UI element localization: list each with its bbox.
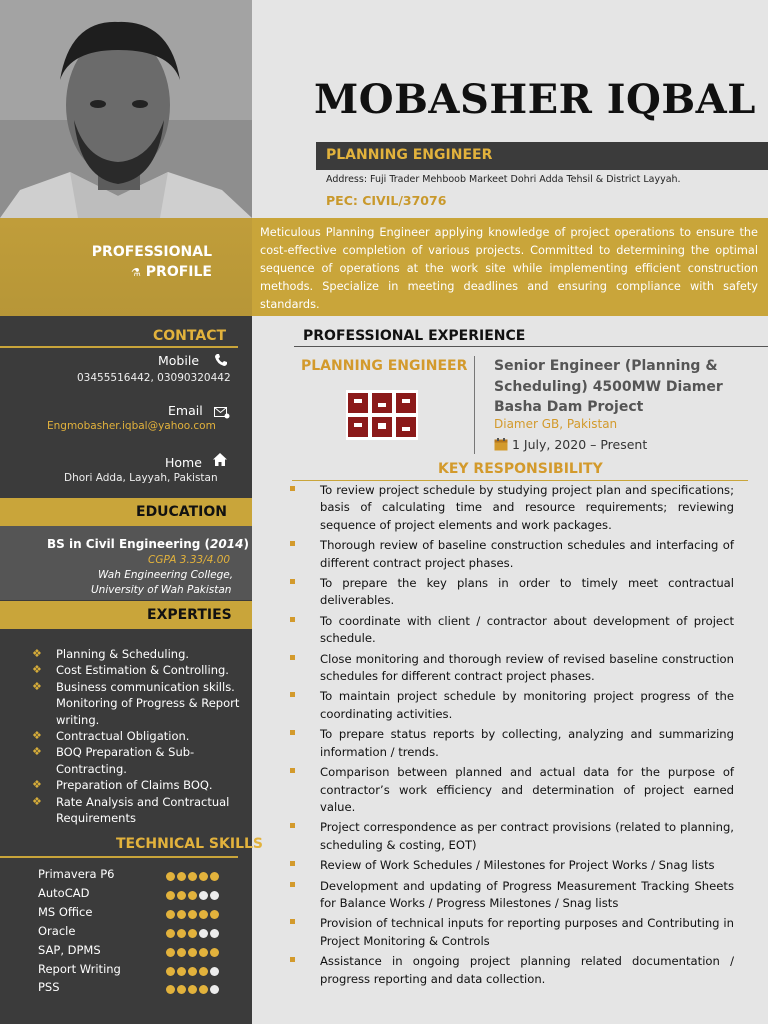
- skill-name: Oracle: [38, 924, 76, 938]
- diamond-bullet-icon: ❖: [32, 679, 42, 693]
- job-date-row: [494, 437, 647, 454]
- rating-dot: [177, 910, 186, 919]
- rating-dot: [166, 929, 175, 938]
- rating-dot: [199, 985, 208, 994]
- square-bullet-icon: [290, 730, 295, 735]
- expertise-item: [32, 646, 246, 662]
- diamond-bullet-icon: ❖: [32, 745, 42, 759]
- skill-rating: [166, 965, 221, 979]
- expertise-item: [32, 777, 246, 793]
- rating-dot: [166, 891, 175, 900]
- home-value: Dhori Adda, Layyah, Pakistan: [64, 472, 218, 484]
- responsibility-text: To prepare status reports by collecting, analyzing and summarizing information / trends.: [320, 727, 734, 759]
- rating-dot: [166, 985, 175, 994]
- expertise-item: [32, 744, 246, 777]
- rating-dot: [210, 891, 219, 900]
- expertise-text: BOQ Preparation & Sub-Contracting.: [56, 745, 195, 776]
- square-bullet-icon: [290, 486, 295, 491]
- email-icon: [214, 404, 230, 423]
- rating-dot: [199, 929, 208, 938]
- responsibility-item: [288, 482, 734, 534]
- profile-label-line2: PROFILE: [145, 264, 212, 280]
- rating-dot: [210, 929, 219, 938]
- skill-row: [38, 905, 238, 923]
- skill-rating: [166, 908, 221, 922]
- expertise-text: Cost Estimation & Controlling.: [56, 663, 229, 678]
- expertise-heading: EXPERTIES: [147, 607, 232, 623]
- diamond-bullet-icon: ❖: [32, 647, 42, 660]
- responsibility-text: To coordinate with client / contractor about development of project schedule.: [320, 613, 734, 646]
- calendar-icon: [494, 438, 508, 454]
- rating-dot: [188, 910, 197, 919]
- job-location: Diamer GB, Pakistan: [494, 417, 618, 431]
- responsibility-text: Assistance in ongoing project planning related documentation / progress reporting and data collection.: [320, 954, 734, 986]
- rating-dot: [210, 872, 219, 881]
- home-icon: [212, 452, 228, 471]
- skill-row: [38, 980, 238, 998]
- expertise-item: [32, 728, 246, 744]
- rating-dot: [166, 967, 175, 976]
- diamond-bullet-icon: ❖: [32, 729, 42, 743]
- email-label: Email: [168, 403, 203, 418]
- responsibility-item: [288, 878, 734, 913]
- mobile-value: 03455516442, 03090320442: [77, 372, 231, 384]
- technical-skills-divider: [0, 856, 238, 858]
- rating-dot: [188, 948, 197, 957]
- rating-dot: [199, 910, 208, 919]
- skill-rating: [166, 870, 221, 884]
- cgpa: CGPA 3.33/4.00: [148, 554, 231, 566]
- responsibility-text: Comparison between planned and actual data for the purpose of contractor’s work efficiency and determination of project earned value.: [320, 765, 734, 814]
- responsibility-text: To review project schedule by studying project plan and specifications; basis of calculating time and resource requirements; reviewing sequence of project elements and work packages.: [320, 483, 734, 532]
- skill-row: [38, 924, 238, 942]
- skill-name: Primavera P6: [38, 867, 115, 881]
- technical-skills-heading: TECHNICAL SKILLS: [116, 836, 263, 852]
- home-label: Home: [165, 455, 202, 470]
- skill-name: PSS: [38, 980, 60, 994]
- square-bullet-icon: [290, 655, 295, 660]
- expertise-item: [32, 695, 246, 728]
- rating-dot: [177, 985, 186, 994]
- square-bullet-icon: [290, 541, 295, 546]
- job-title: Senior Engineer (Planning & Scheduling) 4500MW Diamer Basha Dam Project: [494, 358, 723, 415]
- experience-role: PLANNING ENGINEER: [301, 358, 468, 374]
- square-bullet-icon: [290, 861, 295, 866]
- skill-row: [38, 962, 238, 980]
- rating-dot: [166, 910, 175, 919]
- responsibility-text: To prepare the key plans in order to timely meet contractual deliverables.: [320, 576, 734, 608]
- responsibility-item: [288, 764, 734, 816]
- experience-vertical-divider: [474, 356, 475, 454]
- rating-dot: [177, 929, 186, 938]
- profile-photo: [0, 0, 252, 218]
- responsibility-item: [288, 613, 734, 648]
- responsibility-text: Close monitoring and thorough review of revised baseline construction schedules for different contract project phases.: [320, 651, 734, 684]
- rating-dot: [210, 910, 219, 919]
- university: University of Wah Pakistan: [91, 584, 232, 596]
- contact-divider: [0, 346, 238, 348]
- candidate-name: MOBASHER IQBAL: [314, 76, 756, 123]
- degree-year: 2014: [210, 537, 244, 551]
- email-value[interactable]: Engmobasher.iqbal@yahoo.com: [47, 420, 216, 432]
- responsibility-item: [288, 537, 734, 572]
- expertise-text: Rate Analysis and Contractual Requirements: [56, 794, 230, 826]
- expertise-text: Planning & Scheduling.: [56, 647, 190, 661]
- square-bullet-icon: [290, 823, 295, 828]
- expertise-item: [32, 794, 246, 827]
- degree: [47, 537, 249, 551]
- education-heading: EDUCATION: [136, 504, 227, 520]
- square-bullet-icon: [290, 617, 295, 622]
- responsibility-item: [288, 915, 734, 950]
- rating-dot: [199, 948, 208, 957]
- job-date: 1 July, 2020 – Present: [511, 437, 648, 452]
- profile-summary: Meticulous Planning Engineer applying knowledge of project operations to ensure the cost-effective completion of various projects. Committed to determining the optimal sequence of operations at the work site while implementing efficient construction methods. Specialize in meeting deadlines and ensuring compliance with safety standards.: [260, 226, 758, 311]
- rating-dot: [210, 967, 219, 976]
- expertise-list: [32, 646, 246, 826]
- expertise-text: Monitoring of Progress & Report writing.: [56, 696, 240, 727]
- contact-heading: CONTACT: [153, 328, 227, 344]
- rating-dot: [166, 948, 175, 957]
- responsibility-item: [288, 953, 734, 988]
- degree-text: BS in Civil Engineering (: [47, 537, 211, 551]
- rating-dot: [188, 967, 197, 976]
- responsibility-text: Thorough review of baseline construction schedules and interfacing of different contract project phases.: [320, 538, 734, 570]
- job-title-heading: PLANNING ENGINEER: [326, 147, 493, 163]
- responsibility-item: [288, 575, 734, 610]
- square-bullet-icon: [290, 692, 295, 697]
- rating-dot: [199, 891, 208, 900]
- skill-rating: [166, 983, 221, 997]
- responsibility-item: [288, 857, 734, 874]
- responsibility-text: Provision of technical inputs for reporting purposes and Contributing in Project Monitoring & Controls: [320, 916, 734, 948]
- diamond-bullet-icon: ❖: [32, 778, 42, 792]
- rating-dot: [199, 967, 208, 976]
- responsibility-item: [288, 688, 734, 723]
- square-bullet-icon: [290, 579, 295, 584]
- responsibility-list: [288, 482, 734, 991]
- skill-row: [38, 867, 238, 885]
- profile-label-line1: PROFESSIONAL: [91, 244, 212, 260]
- responsibility-item: [288, 726, 734, 761]
- degree-close: ): [243, 537, 249, 551]
- experience-heading: PROFESSIONAL EXPERIENCE: [303, 328, 526, 344]
- rating-dot: [177, 948, 186, 957]
- skill-rating: [166, 889, 221, 903]
- square-bullet-icon: [290, 919, 295, 924]
- rating-dot: [188, 929, 197, 938]
- expertise-text: Contractual Obligation.: [56, 729, 190, 744]
- expertise-item: [32, 662, 246, 678]
- responsibility-item: [288, 651, 734, 686]
- square-bullet-icon: [290, 882, 295, 887]
- square-bullet-icon: [290, 768, 295, 773]
- expertise-item: [32, 679, 246, 695]
- skill-name: Report Writing: [38, 962, 121, 976]
- person-icon: ⚗: [131, 266, 141, 279]
- address: Address: Fuji Trader Mehboob Markeet Dohri Adda Tehsil & District Layyah.: [326, 174, 681, 185]
- responsibility-text: Development and updating of Progress Measurement Tracking Sheets for Balance Works / Progress Milestones / Snag lists: [320, 878, 734, 910]
- profile-label: [60, 242, 212, 283]
- square-bullet-icon: [290, 957, 295, 962]
- expertise-text: Preparation of Claims BOQ.: [56, 778, 213, 793]
- rating-dot: [210, 985, 219, 994]
- rating-dot: [166, 872, 175, 881]
- responsibility-text: Review of Work Schedules / Milestones for Project Works / Snag lists: [320, 858, 715, 873]
- responsibility-item: [288, 819, 734, 854]
- experience-divider: [294, 346, 768, 347]
- college: Wah Engineering College,: [98, 569, 234, 581]
- skill-name: SAP, DPMS: [38, 943, 101, 957]
- skill-name: AutoCAD: [38, 886, 90, 900]
- skill-rating: [166, 946, 221, 960]
- skill-row: [38, 943, 238, 961]
- skill-name: MS Office: [38, 905, 93, 919]
- rating-dot: [177, 872, 186, 881]
- rating-dot: [188, 985, 197, 994]
- key-responsibility-divider: [292, 480, 748, 481]
- nespak-logo: [346, 390, 418, 440]
- pec-number: PEC: CIVIL/37076: [326, 193, 447, 208]
- profile-label-line2-wrap: [60, 262, 212, 283]
- rating-dot: [199, 872, 208, 881]
- diamond-bullet-icon: ❖: [32, 663, 42, 677]
- rating-dot: [188, 891, 197, 900]
- rating-dot: [210, 948, 219, 957]
- key-responsibility-heading: KEY RESPONSIBILITY: [438, 461, 603, 477]
- phone-icon: [214, 352, 228, 371]
- rating-dot: [188, 872, 197, 881]
- skill-rating: [166, 927, 221, 941]
- responsibility-text: To maintain project schedule by monitoring project progress of the coordinating activities.: [320, 689, 734, 721]
- diamond-bullet-icon: ❖: [32, 794, 42, 808]
- skill-row: [38, 886, 238, 904]
- mobile-label: Mobile: [158, 353, 200, 368]
- rating-dot: [177, 891, 186, 900]
- expertise-text: Business communication skills.: [56, 679, 235, 694]
- rating-dot: [177, 967, 186, 976]
- responsibility-text: Project correspondence as per contract provisions (related to planning, scheduling & costing, EOT): [320, 820, 734, 852]
